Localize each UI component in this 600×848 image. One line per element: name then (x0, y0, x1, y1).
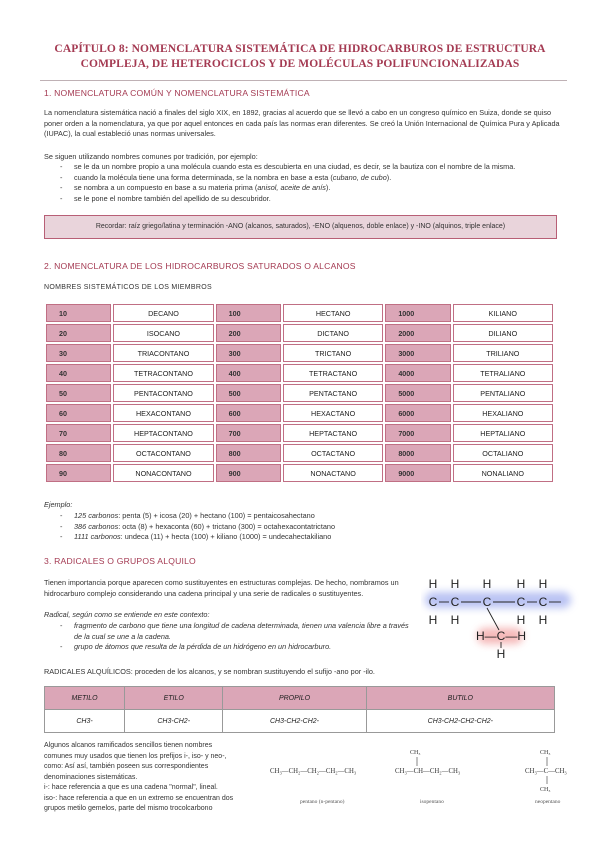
label-isopentano: isopentano (420, 799, 444, 805)
radical-bullet: grupo de átomos que resulta de la pérdida de un hidrógeno en un hidrocarburo. (74, 642, 332, 651)
carbon-count-cell: 700 (216, 424, 281, 442)
carbon-count-cell: 1000 (385, 304, 450, 322)
list-item: - se nombra a un compuesto en base a su materia prima (anisol, aceite de anís). (58, 183, 558, 194)
carbon-count-cell: 50 (46, 384, 111, 402)
radicals-table (44, 686, 555, 733)
ejemplo-em: 1111 carbonos (74, 532, 121, 541)
table-subheading: NOMBRES SISTEMÁTICOS DE LOS MIEMBROS (44, 284, 212, 291)
text-line: i-: hace referencia a que es una cadena "normal", lineal. (44, 784, 218, 791)
list-item (58, 621, 418, 642)
formula-etilo: CH3-CH2- (125, 710, 223, 733)
text-line: iso-: hace referencia a que en un extremo se encuentran dos (44, 794, 234, 802)
formula-metilo: CH3- (45, 710, 125, 733)
atom-c: C (428, 595, 438, 609)
list-item (58, 532, 558, 543)
header-etilo: ETILO (125, 687, 223, 710)
formula-isopentano: CH₃—CH—CH₂—CH₃ (395, 768, 461, 775)
carbon-count-cell: 70 (46, 424, 111, 442)
chapter-title-line-2: COMPLEJA, DE HETEROCICLOS Y DE MOLÉCULAS POLIFUNCIONALIZADAS (80, 58, 520, 70)
formula-neopentano: CH₃—C—CH₃ (525, 768, 567, 775)
table-row (46, 344, 553, 362)
section-1-list (58, 162, 558, 204)
branched-alkanes-text (44, 741, 269, 815)
carbon-count-cell: 9000 (385, 464, 450, 482)
alkane-name-cell: PENTACONTANO (113, 384, 213, 402)
header-butilo: BUTILO (366, 687, 554, 710)
radical-label-text: Radical, según como se entiende en este contexto: (44, 610, 210, 619)
carbon-count-cell: 90 (46, 464, 111, 482)
table-row (46, 404, 553, 422)
radical-list (58, 621, 418, 653)
list-item: - cuando la molécula tiene una forma determinada, se la nombra en base a esta (cubano, de cubo). (58, 173, 558, 184)
formula-neopentano-top: CH₃ (540, 750, 551, 756)
atom-h: H (428, 577, 438, 591)
formula-propilo: CH3-CH2-CH2- (223, 710, 366, 733)
alkane-name-cell: NONALIANO (453, 464, 553, 482)
alkane-name-cell: DECANO (113, 304, 213, 322)
ejemplo-label-text: Ejemplo: (44, 500, 73, 509)
alkane-name-cell: NONACTANO (283, 464, 383, 482)
ejemplo-list (58, 511, 558, 543)
atom-c: C (516, 595, 526, 609)
header-propilo: PROPILO (223, 687, 366, 710)
alkane-name-cell: TRICTANO (283, 344, 383, 362)
carbon-count-cell: 3000 (385, 344, 450, 362)
alkane-name-cell: ISOCANO (113, 324, 213, 342)
alkane-name-cell: HEPTACONTANO (113, 424, 213, 442)
alkane-name-cell: HECTANO (283, 304, 383, 322)
table-row (46, 424, 553, 442)
carbon-count-cell: 600 (216, 404, 281, 422)
carbon-count-cell: 5000 (385, 384, 450, 402)
alkane-name-cell: PENTALIANO (453, 384, 553, 402)
section-3-heading: 3. RADICALES O GRUPOS ALQUILO (44, 556, 196, 566)
main-chain-highlight (425, 592, 571, 608)
list-item: - se le pone el nombre también del apellido de su descubridor. (58, 194, 558, 205)
alkane-name-cell: TETRALIANO (453, 364, 553, 382)
radicales-alquilicos: RADICALES ALQUÍLICOS: proceden de los alcanos, y se nombran sustituyendo el sufijo -ano por -ilo. (44, 667, 375, 676)
atom-h: H (428, 613, 438, 627)
text-line: como: Así así, también poseen sus correspondientes (44, 763, 209, 770)
carbon-count-cell: 8000 (385, 444, 450, 462)
alkane-name-cell: TETRACTANO (283, 364, 383, 382)
carbon-count-cell: 800 (216, 444, 281, 462)
ejemplo-em: 125 carbonos (74, 511, 119, 520)
alkane-name-cell: KILIANO (453, 304, 553, 322)
formula-butilo: CH3-CH2-CH2-CH2- (366, 710, 554, 733)
carbon-count-cell: 500 (216, 384, 281, 402)
radical-structure-diagram (421, 572, 581, 672)
atom-c: C (538, 595, 548, 609)
alkane-name-cell: OCTACTANO (283, 444, 383, 462)
alkane-name-cell: HEXACONTANO (113, 404, 213, 422)
table-row (46, 444, 553, 462)
section-1-intro: Se siguen utilizando nombres comunes por tradición, por ejemplo: (44, 152, 258, 161)
alkane-name-cell: HEXALIANO (453, 404, 553, 422)
ejemplo-text: : penta (5) + icosa (20) + hectano (100) = pentaicosahectano (118, 511, 315, 520)
alkane-name-cell: TRILIANO (453, 344, 553, 362)
alkane-names-table (44, 302, 555, 484)
atom-h: H (450, 577, 460, 591)
alkane-name-cell: TRIACONTANO (113, 344, 213, 362)
atom-h: H (516, 613, 526, 627)
ejemplo-label (44, 500, 564, 511)
header-metilo: METILO (45, 687, 125, 710)
carbon-count-cell: 200 (216, 324, 281, 342)
carbon-count-cell: 20 (46, 324, 111, 342)
branch-ch2: H—C—H (476, 629, 526, 643)
text-line: denominaciones sistemáticas. (44, 773, 138, 781)
carbon-count-cell: 10 (46, 304, 111, 322)
radical-bullet: fragmento de carbono que tiene una longitud de cadena determinada, tienen una valencia libre a través de la cual se une a la cadena. (74, 621, 409, 641)
ejemplo-text: : undeca (11) + hecta (100) + kiliano (1000) = undecahectakiliano (120, 532, 332, 541)
list-item (58, 642, 418, 653)
carbon-count-cell: 40 (46, 364, 111, 382)
atom-h: H (538, 613, 548, 627)
ejemplo-text: : octa (8) + hexaconta (60) + trictano (300) = octahexacontatrictano (118, 521, 336, 531)
section-3-paragraph: Tienen importancia porque aparecen como sustituyentes en estructuras complejas. De hecho, nombramos un hidrocarburo complejo considerando una cadena principal y una serie de radicales o sustituyentes. (44, 578, 399, 598)
alkane-name-cell: OCTALIANO (453, 444, 553, 462)
alkane-name-cell: HEPTACTANO (283, 424, 383, 442)
carbon-count-cell: 6000 (385, 404, 450, 422)
atom-h: H (538, 577, 548, 591)
alkane-name-cell: HEXACTANO (283, 404, 383, 422)
table-row (46, 364, 553, 382)
list-item (58, 522, 558, 533)
label-n-pentano: pentano (n-pentano) (300, 799, 345, 805)
atom-h: H (450, 613, 460, 627)
carbon-count-cell: 2000 (385, 324, 450, 342)
alkane-name-cell: NONACONTANO (113, 464, 213, 482)
text-line: Algunos alcanos ramificados sencillos tienen nombres (44, 742, 213, 749)
alkane-name-cell: HEPTALIANO (453, 424, 553, 442)
table-row (46, 384, 553, 402)
carbon-count-cell: 900 (216, 464, 281, 482)
text-line: comunes muy usados que tienen los prefijos i-, iso- y neo-, (44, 752, 227, 760)
chapter-title (40, 42, 560, 72)
structure-atoms (429, 577, 548, 661)
table-row (46, 304, 553, 322)
section-1-paragraph: La nomenclatura sistemática nació a finales del siglo XIX, en 1892, gracias al acuerdo que se llevó a cabo en un congreso químico en Suiza, donde se quiso poner orden a la nomenclatura, ya que por aquel entonces en cada país las normas eran diferentes. Se creó la Unión Internacional de Química Pura y Aplicada (IUPAC), la cual estableció unas normas universales. (44, 108, 560, 138)
section-1-heading: 1. NOMENCLATURA COMÚN Y NOMENCLATURA SISTEMÁTICA (44, 88, 310, 98)
carbon-count-cell: 60 (46, 404, 111, 422)
alkane-name-cell: OCTACONTANO (113, 444, 213, 462)
ejemplo-em: 386 carbonos (74, 521, 119, 531)
list-item: - se le da un nombre propio a una molécula cuando esta es descubierta en una ciudad, es decir, se la bautiza con el nombre de la misma. (58, 162, 558, 173)
alkane-name-cell: DICTANO (283, 324, 383, 342)
carbon-count-cell: 80 (46, 444, 111, 462)
atom-h: H (516, 577, 526, 591)
carbon-count-cell: 7000 (385, 424, 450, 442)
carbon-count-cell: 30 (46, 344, 111, 362)
title-divider (40, 80, 567, 81)
table-row (46, 324, 553, 342)
formula-n-pentano: CH₃—CH₂—CH₂—CH₂—CH₃ (270, 768, 357, 775)
atom-c: C (482, 595, 492, 609)
alkane-name-cell: DILIANO (453, 324, 553, 342)
formula-isopentano-top: CH₃ (410, 750, 421, 756)
carbon-count-cell: 4000 (385, 364, 450, 382)
label-neopentano: neopentano (535, 799, 561, 805)
atom-h: H (482, 577, 492, 591)
alkane-name-cell: PENTACTANO (283, 384, 383, 402)
carbon-count-cell: 400 (216, 364, 281, 382)
text-line: grupos metilo gemelos, parte del mismo trocolcarbono (44, 805, 213, 812)
atom-c: C (450, 595, 460, 609)
carbon-count-cell: 100 (216, 304, 281, 322)
formula-neopentano-bottom: CH₃ (540, 787, 551, 793)
list-item (58, 511, 558, 522)
table-row (46, 464, 553, 482)
atom-h: H (496, 647, 506, 661)
isomer-formulas (270, 746, 590, 806)
alkane-name-cell: TETRACONTANO (113, 364, 213, 382)
section-2-heading: 2. NOMENCLATURA DE LOS HIDROCARBUROS SATURADOS O ALCANOS (44, 261, 356, 271)
carbon-count-cell: 300 (216, 344, 281, 362)
radical-label (44, 610, 419, 621)
recordar-box: Recordar: raíz griego/latina y terminación -ANO (alcanos, saturados), -ENO (alquenos, doble enlace) y -INO (alquinos, triple enlace) (44, 215, 557, 239)
chapter-title-line-1: CAPÍTULO 8: NOMENCLATURA SISTEMÁTICA DE HIDROCARBUROS DE ESTRUCTURA (54, 43, 546, 55)
